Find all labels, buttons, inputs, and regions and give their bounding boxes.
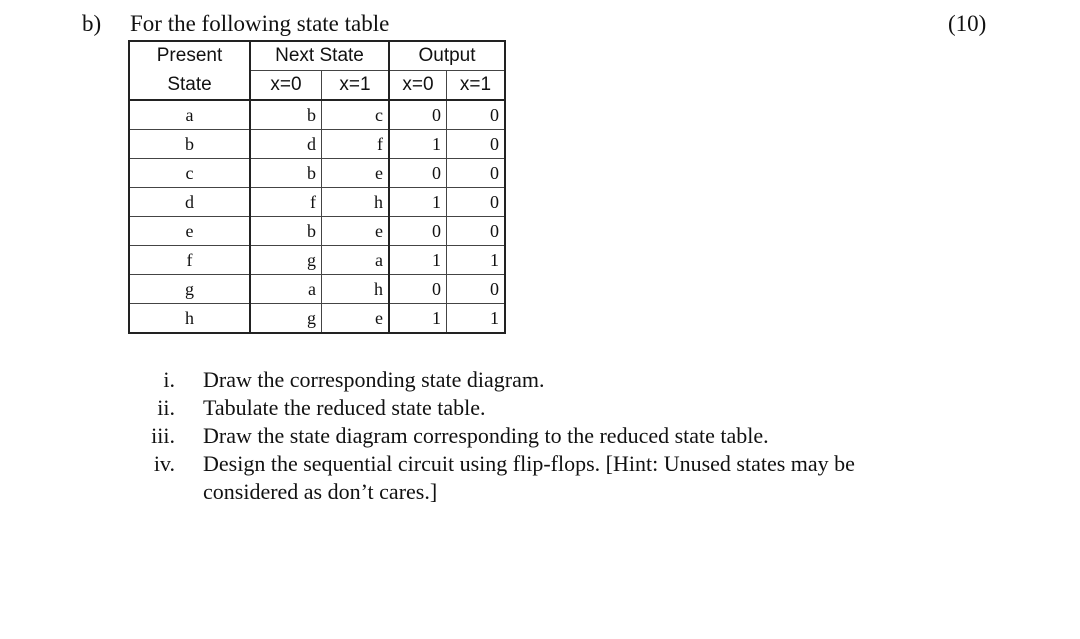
task-list	[135, 366, 915, 506]
task-number: iv.	[153, 451, 175, 476]
task-item	[135, 450, 915, 506]
header-next-state: Next State	[250, 41, 389, 71]
header-present: Present	[129, 41, 250, 71]
task-text: Draw the state diagram corresponding to the reduced state table.	[203, 423, 769, 448]
task-item	[135, 394, 915, 422]
header-output-x0: x=0	[389, 71, 447, 101]
output-x0-cell: 0	[389, 275, 447, 304]
output-x0-cell: 0	[389, 217, 447, 246]
next-state-x0-cell: b	[250, 217, 322, 246]
output-x0-cell: 0	[389, 100, 447, 130]
present-state-cell: f	[129, 246, 250, 275]
question-label: b)	[82, 11, 102, 36]
next-state-x0-cell: g	[250, 304, 322, 334]
present-state-cell: h	[129, 304, 250, 334]
next-state-x1-cell: a	[322, 246, 390, 275]
header-output-x1: x=1	[447, 71, 506, 101]
table-row	[129, 188, 505, 217]
task-number: i.	[163, 367, 175, 392]
output-x0-cell: 0	[389, 159, 447, 188]
table-row	[129, 246, 505, 275]
output-x1-cell: 1	[447, 246, 506, 275]
output-x0-cell: 1	[389, 188, 447, 217]
state-table	[128, 40, 506, 334]
next-state-x1-cell: e	[322, 304, 390, 334]
table-row	[129, 130, 505, 159]
present-state-cell: b	[129, 130, 250, 159]
present-state-cell: a	[129, 100, 250, 130]
output-x1-cell: 0	[447, 275, 506, 304]
next-state-x0-cell: f	[250, 188, 322, 217]
task-item	[135, 422, 915, 450]
next-state-x0-cell: b	[250, 100, 322, 130]
next-state-x1-cell: h	[322, 275, 390, 304]
present-state-cell: c	[129, 159, 250, 188]
marks-label: (10)	[948, 11, 987, 36]
output-x1-cell: 0	[447, 188, 506, 217]
next-state-x1-cell: e	[322, 159, 390, 188]
table-row	[129, 217, 505, 246]
table-row	[129, 100, 505, 130]
next-state-x1-cell: e	[322, 217, 390, 246]
next-state-x1-cell: f	[322, 130, 390, 159]
task-number: ii.	[157, 395, 175, 420]
next-state-x0-cell: a	[250, 275, 322, 304]
task-number: iii.	[151, 423, 175, 448]
header-row-1	[129, 41, 505, 71]
next-state-x1-cell: h	[322, 188, 390, 217]
output-x1-cell: 0	[447, 159, 506, 188]
task-item	[135, 366, 915, 394]
output-x1-cell: 1	[447, 304, 506, 334]
output-x0-cell: 1	[389, 246, 447, 275]
next-state-x0-cell: d	[250, 130, 322, 159]
header-next-x1: x=1	[322, 71, 390, 101]
table-row	[129, 159, 505, 188]
next-state-x0-cell: b	[250, 159, 322, 188]
present-state-cell: g	[129, 275, 250, 304]
header-output: Output	[389, 41, 505, 71]
next-state-x0-cell: g	[250, 246, 322, 275]
header-next-x0: x=0	[250, 71, 322, 101]
output-x1-cell: 0	[447, 100, 506, 130]
header-state: State	[129, 71, 250, 101]
output-x0-cell: 1	[389, 304, 447, 334]
task-text: Tabulate the reduced state table.	[203, 395, 486, 420]
table-row	[129, 304, 505, 334]
next-state-x1-cell: c	[322, 100, 390, 130]
question-title: For the following state table	[130, 11, 390, 36]
output-x1-cell: 0	[447, 130, 506, 159]
output-x1-cell: 0	[447, 217, 506, 246]
present-state-cell: e	[129, 217, 250, 246]
task-text: Draw the corresponding state diagram.	[203, 367, 545, 392]
output-x0-cell: 1	[389, 130, 447, 159]
table-row	[129, 275, 505, 304]
present-state-cell: d	[129, 188, 250, 217]
task-text: Design the sequential circuit using flip-flops. [Hint: Unused states may be considered as don’t cares.]	[203, 451, 855, 504]
header-row-2	[129, 71, 505, 101]
